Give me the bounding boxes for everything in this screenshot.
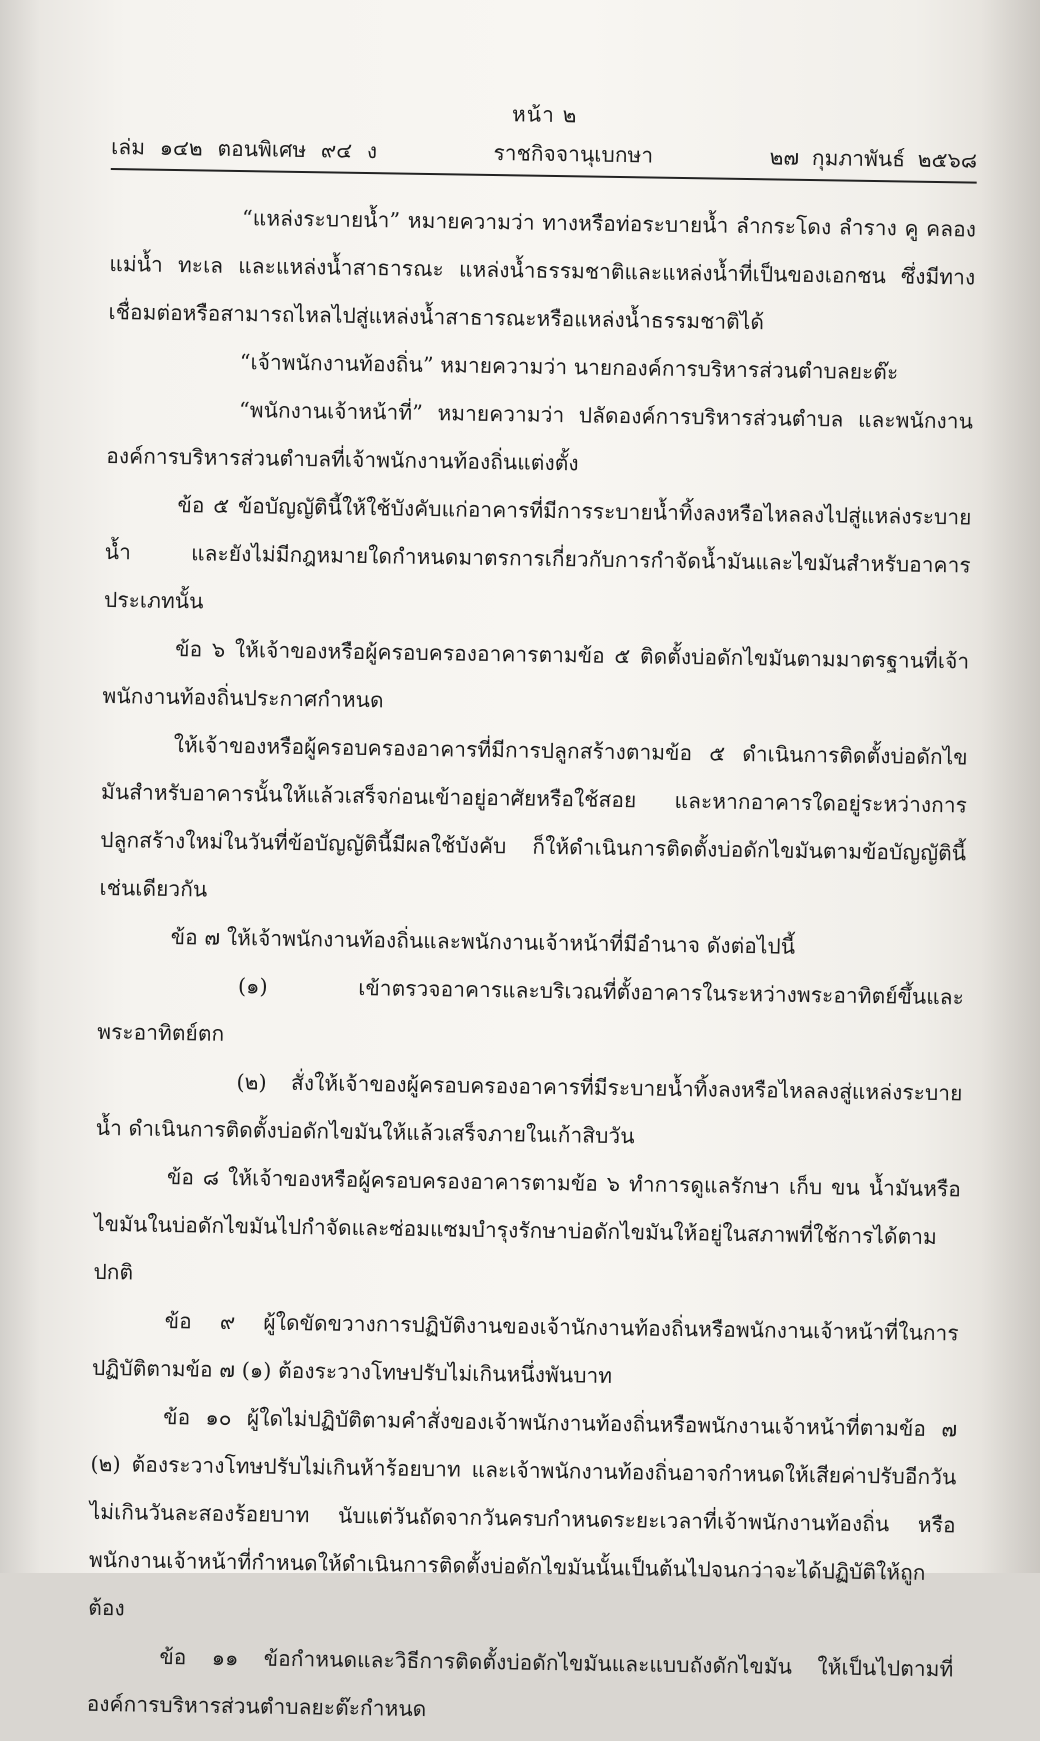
clause-7: ข้อ ๗ ให้เจ้าพนักงานท้องถิ่นและพนักงานเจ้าหน้าที่มีอำนาจ ดังต่อไปนี้ <box>170 925 796 959</box>
volume-info: เล่ม ๑๔๒ ตอนพิเศษ ๙๔ ง <box>110 134 378 164</box>
clause-11: ข้อ ๑๑ ข้อกำหนดและวิธีการติดตั้งบ่อดักไขมันและแบบถังดักไขมัน ให้เป็นไปตามที่องค์การบริหารส่วนตำบลยะต๊ะกำหนด <box>86 1644 954 1722</box>
clause-6-paragraph-2: ให้เจ้าของหรือผู้ครอบครองอาคารที่มีการปลูกสร้างตามข้อ ๕ ดำเนินการติดตั้งบ่อดักไขมันสำหรับอาคารนั้นให้แล้วเสร็จก่อนเข้าอยู่อาศัยหรือใช้สอย และหากอาคารใดอยู่ระหว่างการปลูกสร้างใหม่ในวันที่ข้อบัญญัตินี้มีผลใช้บังคับ ก็ให้ดำเนินการติดตั้งบ่อดักไขมันตามข้อบัญญัตินี้เช่นเดียวกัน <box>99 733 968 902</box>
page-edge-shadow-left <box>0 0 40 1573</box>
publication-name: ราชกิจจานุเบกษา <box>493 141 654 168</box>
page-edge-shadow-right <box>980 0 1040 1573</box>
definition-local-official: “เจ้าพนักงานท้องถิ่น” หมายความว่า นายกองค์การบริหารส่วนตำบลยะต๊ะ <box>239 350 899 385</box>
clause-6: ข้อ ๖ ให้เจ้าของหรือผู้ครอบครองอาคารตามข้อ ๕ ติดตั้งบ่อดักไขมันตามมาตรฐานที่เจ้าพนักงานท้องถิ่นประกาศกำหนด <box>102 637 970 713</box>
definition-drainage-source: “แหล่งระบายน้ำ” หมายความว่า ทางหรือท่อระบายน้ำ ลำกระโดง ลำราง คู คลอง แม่น้ำ ทะเล และแหล่งน้ำสาธารณะ แหล่งน้ำธรรมชาติและแหล่งน้ำที่เป็นของเอกชน ซึ่งมีทางเชื่อมต่อหรือสามารถไหลไปสู่แหล่งน้ำสาธารณะหรือแหล่งน้ำธรรมชาติได้ <box>108 206 977 335</box>
clause-5: ข้อ ๕ ข้อบัญญัตินี้ให้ใช้บังคับแก่อาคารที่มีการระบายน้ำทิ้งลงหรือไหลลงไปสู่แหล่งระบายน้ำ และยังไม่มีกฎหมายใดกำหนดมาตรการเกี่ยวกับการกำจัดน้ำมันและไขมันสำหรับอาคารประเภทนั้น <box>103 493 972 614</box>
definition-competent-officer: “พนักงานเจ้าหน้าที่” หมายความว่า ปลัดองค์การบริหารส่วนตำบล และพนักงานองค์การบริหารส่วนตำบลที่เจ้าพนักงานท้องถิ่นแต่งตั้ง <box>106 398 974 476</box>
clause-7-item-2: (๒) สั่งให้เจ้าของผู้ครอบครองอาคารที่มีระบายน้ำทิ้งลงหรือไหลลงสู่แหล่งระบายน้ำ ดำเนินการติดตั้งบ่อดักไขมันให้แล้วเสร็จภายในเก้าสิบวัน <box>95 1070 963 1149</box>
publication-date: ๒๗ กุมภาพันธ์ ๒๕๖๘ <box>769 145 978 173</box>
document-body <box>86 192 976 1741</box>
clause-7-item-1: (๑) เข้าตรวจอาคารและบริเวณที่ตั้งอาคารในระหว่างพระอาทิตย์ขึ้นและพระอาทิตย์ตก <box>97 974 965 1046</box>
clause-8: ข้อ ๘ ให้เจ้าของหรือผู้ครอบครองอาคารตามข้อ ๖ ทำการดูแลรักษา เก็บ ขน น้ำมันหรือไขมันในบ่อดักไขมันไปกำจัดและซ่อมแซมบำรุงรักษาบ่อดักไขมันให้อยู่ในสภาพที่ใช้การได้ตามปกติ <box>93 1164 962 1285</box>
clause-9: ข้อ ๙ ผู้ใดขัดขวางการปฏิบัติงานของเจ้านักงานท้องถิ่นหรือพนักงานเจ้าหน้าที่ในการปฏิบัติตามข้อ ๗ (๑) ต้องระวางโทษปรับไม่เกินหนึ่งพันบาท <box>91 1308 959 1389</box>
page-number: หน้า ๒ <box>511 102 578 128</box>
clause-10: ข้อ ๑๐ ผู้ใดไม่ปฏิบัติตามคำสั่งของเจ้าพนักงานท้องถิ่นหรือพนักงานเจ้าหน้าที่ตามข้อ ๗ (๒) ต้องระวางโทษปรับไม่เกินห้าร้อยบาท และเจ้าพนักงานท้องถิ่นอาจกำหนดให้เสียค่าปรับอีกวันไม่เกินวันละสองร้อยบาท นับแต่วันถัดจากวันครบกำหนดระยะเวลาที่เจ้าพนักงานท้องถิ่น หรือพนักงานเจ้าหน้าที่กำหนดให้ดำเนินการติดตั้งบ่อดักไขมันนั้นเป็นต้นไปจนกว่าจะได้ปฏิบัติให้ถูกต้อง <box>87 1404 958 1621</box>
gazette-header <box>111 131 978 184</box>
gazette-sheet <box>86 92 978 1741</box>
